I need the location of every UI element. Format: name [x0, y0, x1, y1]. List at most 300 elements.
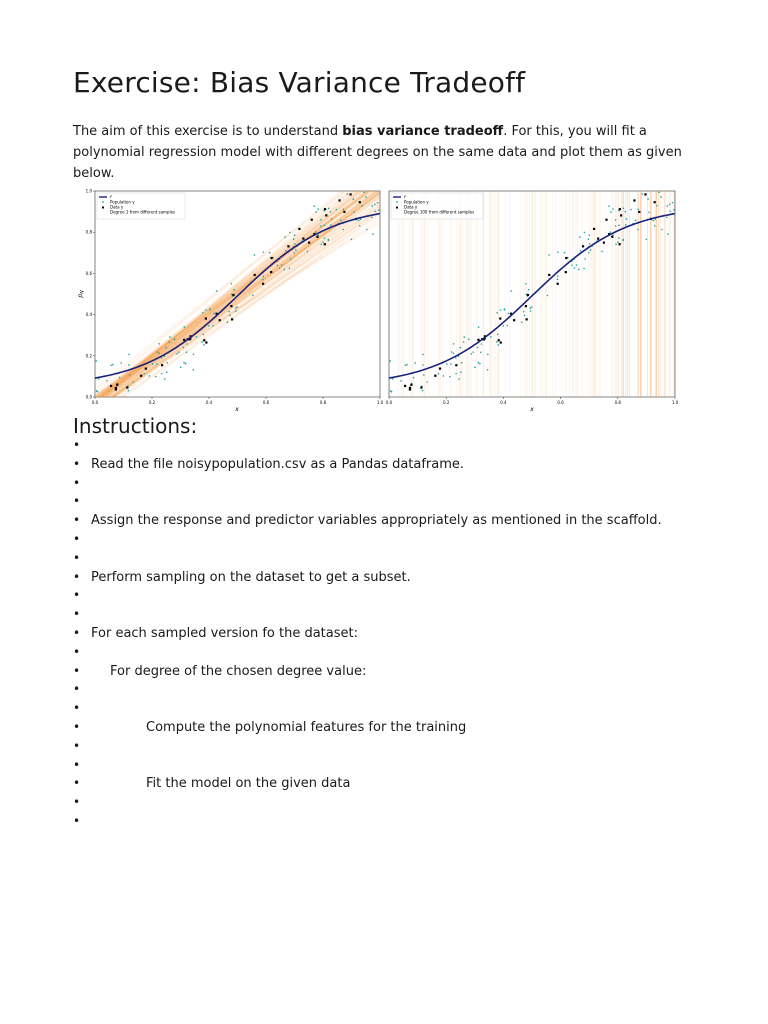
y-tick-label: 1.0	[85, 188, 92, 194]
population-point	[502, 325, 504, 327]
data-point	[343, 211, 345, 213]
population-point	[374, 210, 376, 212]
population-point	[315, 231, 317, 233]
population-point	[285, 250, 287, 252]
population-point	[192, 369, 194, 371]
data-point	[603, 242, 605, 244]
bullet-marker: •	[73, 701, 81, 716]
population-point	[422, 364, 424, 366]
bullet-marker: •	[73, 494, 81, 509]
population-point	[422, 390, 424, 392]
population-point	[666, 216, 668, 218]
population-point	[281, 264, 283, 266]
left-plot	[77, 186, 384, 414]
population-point	[584, 258, 586, 260]
right-legend-data: Data y	[404, 204, 418, 210]
population-point	[263, 275, 265, 277]
instruction-text: Compute the polynomial features for the training	[146, 720, 467, 735]
population-point	[351, 239, 353, 241]
population-point	[406, 364, 408, 366]
population-point	[231, 294, 233, 296]
left-legend-fits: Degree 1 from different samples	[110, 209, 176, 215]
population-point	[295, 249, 297, 251]
population-point	[584, 232, 586, 234]
population-point	[358, 220, 360, 222]
right-legend	[391, 193, 483, 219]
instruction-item	[73, 438, 733, 456]
population-point	[496, 312, 498, 314]
population-point	[343, 208, 345, 210]
population-point	[557, 251, 559, 253]
population-point	[228, 311, 230, 313]
population-point	[391, 391, 393, 393]
population-point	[209, 309, 211, 311]
population-point	[208, 325, 210, 327]
population-point	[120, 362, 122, 364]
data-point	[359, 201, 361, 203]
population-point	[96, 406, 98, 408]
population-point	[460, 347, 462, 349]
population-point	[176, 353, 178, 355]
instruction-text: Assign the response and predictor variables appropriately as mentioned in the scaffold.	[91, 513, 662, 529]
population-point	[164, 378, 166, 380]
data-point	[298, 228, 300, 230]
population-point	[328, 240, 330, 242]
y-tick-label: 0.8	[85, 229, 92, 235]
instruction-text: For each sampled version fo the dataset:	[91, 626, 358, 641]
right-legend-fits: Degree 100 from different samples	[404, 209, 475, 215]
population-point	[608, 205, 610, 207]
population-point	[322, 241, 324, 243]
population-point	[446, 363, 448, 365]
x-tick-label: 0.6	[557, 400, 564, 405]
data-point	[205, 341, 207, 343]
population-point	[165, 347, 167, 349]
instruction-item	[73, 476, 733, 494]
instructions-heading: Instructions:	[73, 414, 198, 438]
y-tick-label: 0.4	[85, 312, 92, 318]
intro-paragraph	[73, 121, 693, 184]
population-point	[359, 225, 361, 227]
data-point	[302, 238, 304, 240]
population-point	[480, 351, 482, 353]
population-point	[508, 313, 510, 315]
instruction-text: Read the file noisypopulation.csv as a Pandas dataframe.	[91, 456, 465, 472]
data-point	[633, 199, 635, 201]
population-point	[423, 374, 425, 376]
data-point	[205, 317, 207, 319]
population-point	[290, 258, 292, 260]
bullet-marker: •	[73, 626, 81, 640]
population-point	[324, 224, 326, 226]
population-point	[128, 364, 130, 366]
population-point	[615, 225, 617, 227]
population-point	[622, 240, 624, 242]
data-point	[548, 274, 550, 276]
data-point	[145, 367, 147, 369]
right-xlabel: x	[530, 406, 534, 413]
bullet-marker: •	[73, 532, 81, 546]
population-point	[97, 391, 99, 393]
population-point	[528, 289, 530, 291]
population-point	[523, 311, 525, 313]
population-point	[366, 229, 368, 231]
population-point	[353, 211, 355, 213]
population-point	[174, 339, 176, 341]
population-point	[648, 211, 650, 213]
population-point	[152, 363, 154, 365]
instruction-text: Perform sampling on the dataset to get a subset.	[91, 569, 411, 585]
population-point	[615, 244, 617, 246]
bullet-marker: •	[73, 757, 81, 772]
data-point	[231, 318, 233, 320]
population-point	[283, 269, 285, 271]
population-point	[574, 267, 576, 269]
population-point	[374, 204, 376, 206]
population-point	[453, 343, 455, 345]
population-point	[481, 343, 483, 345]
population-point	[143, 373, 145, 375]
population-point	[289, 268, 291, 270]
data-point	[644, 193, 646, 195]
instruction-item	[73, 739, 733, 757]
population-point	[169, 341, 171, 343]
population-point	[294, 243, 296, 245]
population-point	[496, 341, 498, 343]
data-point	[605, 219, 607, 221]
instruction-item	[73, 494, 733, 512]
data-point	[526, 318, 528, 320]
population-point	[330, 224, 332, 226]
right-legend-f: f	[404, 194, 406, 200]
bullet-marker: •	[73, 795, 81, 810]
population-point	[269, 252, 271, 254]
population-point	[392, 378, 394, 380]
data-point	[409, 387, 411, 389]
data-point	[638, 211, 640, 213]
population-point	[578, 269, 580, 271]
data-point	[420, 386, 422, 388]
data-point	[232, 294, 234, 296]
population-point	[279, 267, 281, 269]
population-point	[229, 314, 231, 316]
population-point	[331, 218, 333, 220]
x-tick-label: 0.6	[262, 400, 270, 405]
population-point	[95, 360, 97, 362]
instruction-item	[73, 776, 733, 794]
population-point	[653, 220, 655, 222]
population-point	[450, 363, 452, 365]
instruction-item	[73, 682, 733, 700]
population-point	[186, 343, 188, 345]
population-point	[557, 279, 559, 281]
population-point	[182, 347, 184, 349]
data-point	[410, 384, 412, 386]
population-point	[227, 321, 229, 323]
population-point	[371, 205, 373, 207]
population-point	[156, 363, 158, 365]
data-point	[270, 271, 272, 273]
population-point	[262, 251, 264, 253]
population-point	[451, 351, 453, 353]
left-ylabel: $p_N$	[77, 290, 86, 298]
bullet-marker: •	[73, 682, 81, 697]
population-point	[521, 321, 523, 323]
instruction-item	[73, 457, 733, 475]
x-tick-label: 0.8	[319, 400, 327, 405]
bullet-marker: •	[73, 550, 81, 565]
bullet-marker: •	[73, 513, 81, 528]
population-point	[252, 295, 254, 297]
population-point	[477, 347, 479, 349]
x-tick-label: 0.4	[500, 400, 507, 405]
population-point	[180, 366, 182, 368]
instruction-item	[73, 795, 733, 813]
population-point	[660, 196, 662, 198]
population-point	[576, 264, 578, 266]
population-point	[630, 209, 632, 211]
population-point	[672, 202, 674, 204]
population-point	[590, 249, 592, 251]
x-tick-label: 0.0	[385, 400, 393, 405]
population-point	[669, 204, 671, 206]
population-point	[216, 290, 218, 292]
population-point	[612, 234, 614, 236]
left-xlabel: x	[235, 406, 239, 413]
population-point	[185, 363, 187, 365]
population-point	[317, 234, 319, 236]
instruction-item	[73, 720, 733, 738]
population-point	[307, 251, 309, 253]
population-point	[347, 193, 349, 195]
population-point	[471, 353, 473, 355]
population-point	[438, 373, 440, 375]
population-point	[320, 219, 322, 221]
instruction-item	[73, 570, 733, 588]
population-point	[525, 283, 527, 285]
data-point	[349, 193, 351, 195]
population-point	[547, 295, 549, 297]
population-point	[328, 208, 330, 210]
population-point	[196, 336, 198, 338]
population-point	[473, 351, 475, 353]
population-point	[510, 290, 512, 292]
population-point	[498, 344, 500, 346]
population-point	[161, 373, 163, 375]
population-point	[148, 375, 150, 377]
population-point	[625, 211, 627, 213]
y-tick-label: 0.0	[85, 394, 92, 400]
data-point	[324, 243, 326, 245]
population-point	[313, 205, 315, 207]
population-point	[530, 310, 532, 312]
data-point	[324, 208, 326, 210]
population-point	[352, 198, 354, 200]
data-point	[611, 236, 613, 238]
data-point	[565, 257, 567, 259]
population-point	[524, 314, 526, 316]
population-point	[455, 373, 457, 375]
data-point	[434, 375, 436, 377]
right-plot	[386, 191, 679, 413]
population-point	[389, 360, 391, 362]
population-point	[110, 364, 112, 366]
data-point	[597, 238, 599, 240]
population-point	[615, 219, 617, 221]
population-point	[371, 216, 373, 218]
population-point	[161, 357, 163, 359]
x-tick-label: 0.8	[614, 400, 621, 405]
population-point	[378, 209, 380, 211]
population-point	[571, 264, 573, 266]
data-point	[308, 242, 310, 244]
population-point	[637, 229, 639, 231]
population-point	[623, 208, 625, 210]
population-point	[178, 351, 180, 353]
population-point	[455, 357, 457, 359]
population-point	[361, 205, 363, 207]
population-point	[479, 363, 481, 365]
population-point	[478, 326, 480, 328]
population-point	[468, 339, 470, 341]
population-point	[413, 377, 415, 379]
population-point	[158, 343, 160, 345]
bullet-marker: •	[73, 588, 81, 603]
population-point	[236, 306, 238, 308]
population-point	[474, 366, 476, 368]
instruction-item	[73, 532, 733, 550]
data-point	[455, 364, 457, 366]
data-point	[338, 199, 340, 201]
population-point	[128, 354, 130, 356]
population-point	[158, 352, 160, 354]
population-point	[463, 336, 465, 338]
data-point	[230, 305, 232, 307]
population-point	[667, 233, 669, 235]
bullet-marker: •	[73, 569, 81, 584]
data-point	[254, 274, 256, 276]
data-point	[513, 319, 515, 321]
population-point	[212, 325, 214, 327]
instruction-item	[73, 607, 733, 625]
data-point	[439, 367, 441, 369]
data-point	[311, 219, 313, 221]
instruction-item	[73, 814, 733, 832]
y-tick-label: 0.2	[85, 353, 92, 359]
population-point	[426, 381, 428, 383]
left-legend	[97, 193, 185, 219]
population-point	[372, 233, 374, 235]
population-point	[588, 238, 590, 240]
data-point	[271, 257, 273, 259]
population-point	[277, 264, 279, 266]
population-point	[666, 205, 668, 207]
population-point	[504, 309, 506, 311]
population-point	[293, 238, 295, 240]
population-point	[320, 225, 322, 227]
population-point	[654, 225, 656, 227]
population-point	[449, 376, 451, 378]
population-point	[557, 275, 559, 277]
data-point	[126, 386, 128, 388]
population-point	[635, 220, 637, 222]
data-point	[498, 339, 500, 341]
data-point	[219, 319, 221, 321]
population-point	[340, 220, 342, 222]
population-point	[618, 224, 620, 226]
population-point	[497, 334, 499, 336]
instruction-item	[73, 551, 733, 569]
population-point	[235, 310, 237, 312]
population-point	[213, 313, 215, 315]
instruction-text: For degree of the chosen degree value:	[110, 663, 367, 679]
population-point	[320, 244, 322, 246]
instruction-text: Fit the model on the given data	[146, 776, 351, 792]
bullet-marker: •	[73, 738, 81, 753]
population-point	[422, 354, 424, 356]
population-point	[119, 377, 121, 379]
population-point	[588, 252, 590, 254]
data-point	[565, 271, 567, 273]
left-legend-f: f	[110, 194, 112, 200]
bullet-marker: •	[73, 720, 81, 734]
population-point	[112, 364, 114, 366]
population-point	[324, 237, 326, 239]
population-point	[342, 229, 344, 231]
population-point	[589, 234, 591, 236]
population-point	[201, 341, 203, 343]
population-point	[231, 283, 233, 285]
population-point	[294, 234, 296, 236]
data-point	[110, 385, 112, 387]
population-point	[625, 224, 627, 226]
population-point	[315, 211, 317, 213]
population-point	[460, 371, 462, 373]
data-point	[115, 387, 117, 389]
bullet-marker: •	[73, 776, 81, 791]
population-point	[390, 406, 392, 408]
data-point	[116, 384, 118, 386]
population-point	[661, 229, 663, 231]
population-point	[377, 202, 379, 204]
population-point	[490, 336, 492, 338]
left-legend-pop: Population y	[110, 199, 135, 205]
population-point	[618, 237, 620, 239]
data-point	[287, 245, 289, 247]
data-point	[525, 305, 527, 307]
population-point	[637, 208, 639, 210]
population-point	[529, 307, 531, 309]
data-point	[404, 385, 406, 387]
data-point	[203, 339, 205, 341]
population-point	[487, 354, 489, 356]
bullet-marker: •	[73, 814, 81, 828]
intro-text-post: . For this, you will fit a polynomial regression model with different degrees on the same data and plot them as given below.	[73, 124, 682, 181]
population-point	[202, 312, 204, 314]
population-point	[330, 211, 332, 213]
data-point	[619, 243, 621, 245]
data-point	[582, 245, 584, 247]
population-point	[293, 252, 295, 254]
population-point	[453, 352, 455, 354]
data-point	[500, 341, 502, 343]
population-point	[132, 381, 134, 383]
population-point	[169, 336, 171, 338]
population-point	[601, 251, 603, 253]
data-point	[499, 317, 501, 319]
right-legend-pop: Population y	[404, 199, 429, 205]
population-point	[365, 196, 367, 198]
